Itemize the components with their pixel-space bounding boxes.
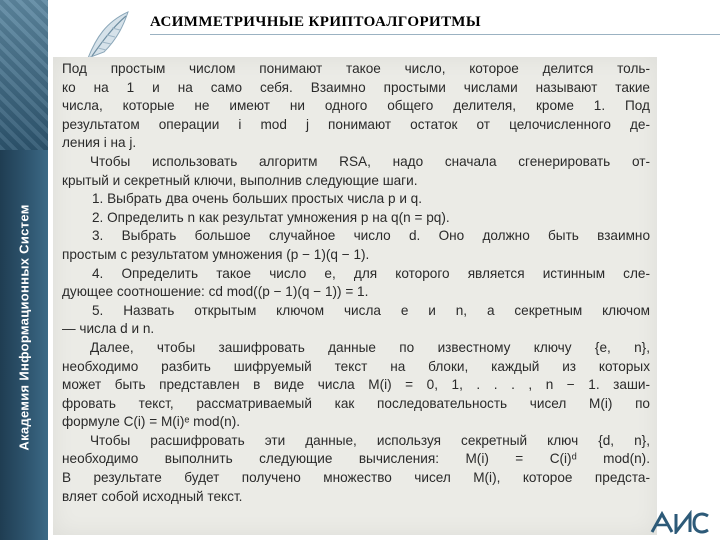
document-line: 5. Назвать открытым ключом числа e и n, а секретным ключом — [92, 302, 650, 318]
document-line: 4. Определить такое число e, для которого является истинным сле- — [92, 265, 650, 281]
document-line: Под простым числом понимают такое число, которое делится толь- — [62, 61, 650, 76]
sidebar-label-wrap — [2, 172, 46, 482]
sidebar-decor-image — [0, 0, 48, 150]
document-line: вляет собой исходный текст. — [62, 488, 243, 504]
document-line: 3. Выбрать большое случайное число d. Оно должно быть взаимно — [92, 228, 650, 244]
title-underline — [150, 34, 720, 35]
document-line: — числа d и n. — [62, 321, 155, 337]
document-line: ко на 1 и на само себя. Взаимно простыми числами называют такие — [62, 79, 650, 95]
left-sidebar-band — [0, 0, 48, 540]
document-line: ления i на j. — [62, 135, 137, 151]
document-line: может быть представлен в виде числа M(i) = 0, 1, . . . , n − 1. заши- — [62, 377, 650, 393]
document-line: крытый и секретный ключи, выполнив следующие шаги. — [62, 172, 418, 188]
document-text — [62, 60, 650, 506]
document-line: 1. Выбрать два очень больших простых числа p и q. — [92, 191, 423, 207]
document-line: фровать текст, рассматриваемый как последовательность чисел M(i) по — [62, 395, 650, 411]
sidebar-label: Академия Информационных Систем — [16, 203, 32, 451]
document-line: дующее соотношение: cd mod((p − 1)(q − 1)) = 1. — [62, 284, 369, 300]
ais-logo-icon — [650, 510, 710, 534]
document-line: Далее, чтобы зашифровать данные по известному ключу {e, n}, — [90, 339, 650, 355]
document-line: простым с результатом умножения (p − 1)(q − 1). — [62, 246, 370, 262]
document-line: результатом операции i mod j понимают остаток от целочисленного де- — [62, 116, 650, 132]
document-line: Чтобы использовать алгоритм RSA, надо сначала сгенерировать от- — [90, 153, 650, 169]
document-line: В результате будет получено множество чисел M(i), которое предста- — [62, 470, 650, 486]
feather-icon — [82, 8, 142, 64]
slide-title: АСИММЕТРИЧНЫЕ КРИПТОАЛГОРИТМЫ — [150, 14, 481, 30]
document-line: необходимо выполнить следующие вычисления: M(i) = C(i)ᵈ mod(n). — [62, 451, 650, 467]
document-line: 2. Определить n как результат умножения p на q(n = pq). — [92, 209, 450, 225]
document-line: числа, которые не имеют ни одного общего делителя, кроме 1. Под — [62, 98, 650, 114]
document-line: Чтобы расшифровать эти данные, используя секретный ключ {d, n}, — [90, 432, 650, 448]
document-line: формуле C(i) = M(i)ᵉ mod(n). — [62, 414, 241, 430]
document-line: необходимо разбить шифруемый текст на блоки, каждый из которых — [62, 358, 650, 374]
